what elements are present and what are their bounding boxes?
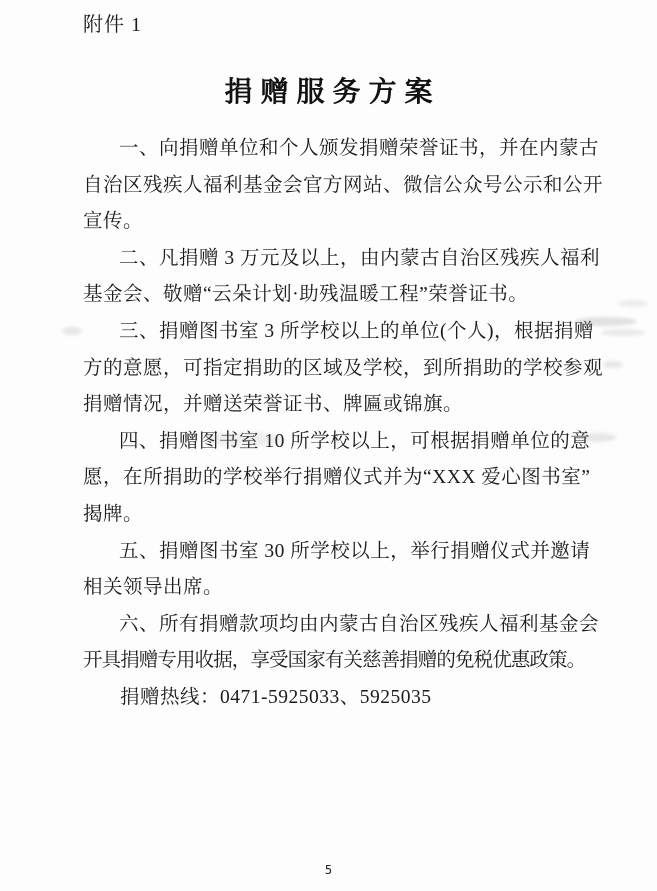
page-number: 5	[324, 863, 333, 877]
text-line: 五、捐赠图书室 30 所学校以上，举行捐赠仪式并邀请	[119, 540, 591, 562]
paragraph	[83, 241, 601, 314]
text-line: 二、凡捐赠 3 万元及以上，由内蒙古自治区残疾人福利	[119, 247, 601, 269]
text-line: 揭牌。	[83, 503, 144, 525]
scan-artifact	[603, 361, 623, 368]
paragraph	[83, 424, 590, 534]
document-title: 捐赠服务方案	[224, 77, 441, 108]
scan-artifact	[618, 300, 648, 307]
text-line: 六、所有捐赠款项均由内蒙古自治区残疾人福利基金会	[119, 613, 600, 635]
paragraph	[83, 314, 604, 424]
text-line: 宣传。	[83, 211, 144, 233]
scan-artifact	[62, 327, 82, 335]
attachment-label: 附件 1	[83, 14, 142, 36]
text-line: 自治区残疾人福利基金会官方网站、微信公众号公示和公开	[83, 174, 604, 196]
text-line: 方的意愿，可指定捐助的区域及学校，到所捐助的学校参观	[83, 357, 604, 379]
paragraph	[83, 131, 604, 241]
text-line: 三、捐赠图书室 3 所学校以上的单位(个人)，根据捐赠	[119, 320, 594, 342]
paragraph	[83, 534, 590, 607]
text-line: 相关领导出席。	[83, 577, 224, 599]
paragraph	[83, 607, 600, 680]
text-line: 开具捐赠专用收据，享受国家有关慈善捐赠的免税优惠政策。	[83, 650, 586, 672]
hotline-line: 捐赠热线：0471-5925033、5925035	[120, 686, 432, 708]
text-line: 四、捐赠图书室 10 所学校以上，可根据捐赠单位的意	[119, 430, 591, 452]
text-line: 基金会、敬赠“云朵计划·助残温暖工程”荣誉证书。	[83, 284, 529, 306]
text-line: 捐赠情况，并赠送荣誉证书、牌匾或锦旗。	[83, 394, 464, 416]
text-line: 一、向捐赠单位和个人颁发捐赠荣誉证书，并在内蒙古	[119, 138, 600, 159]
document-body	[83, 131, 604, 717]
text-line: 愿，在所捐助的学校举行捐赠仪式并为“XXX 爱心图书室”	[83, 467, 591, 489]
scan-artifact	[601, 329, 645, 336]
